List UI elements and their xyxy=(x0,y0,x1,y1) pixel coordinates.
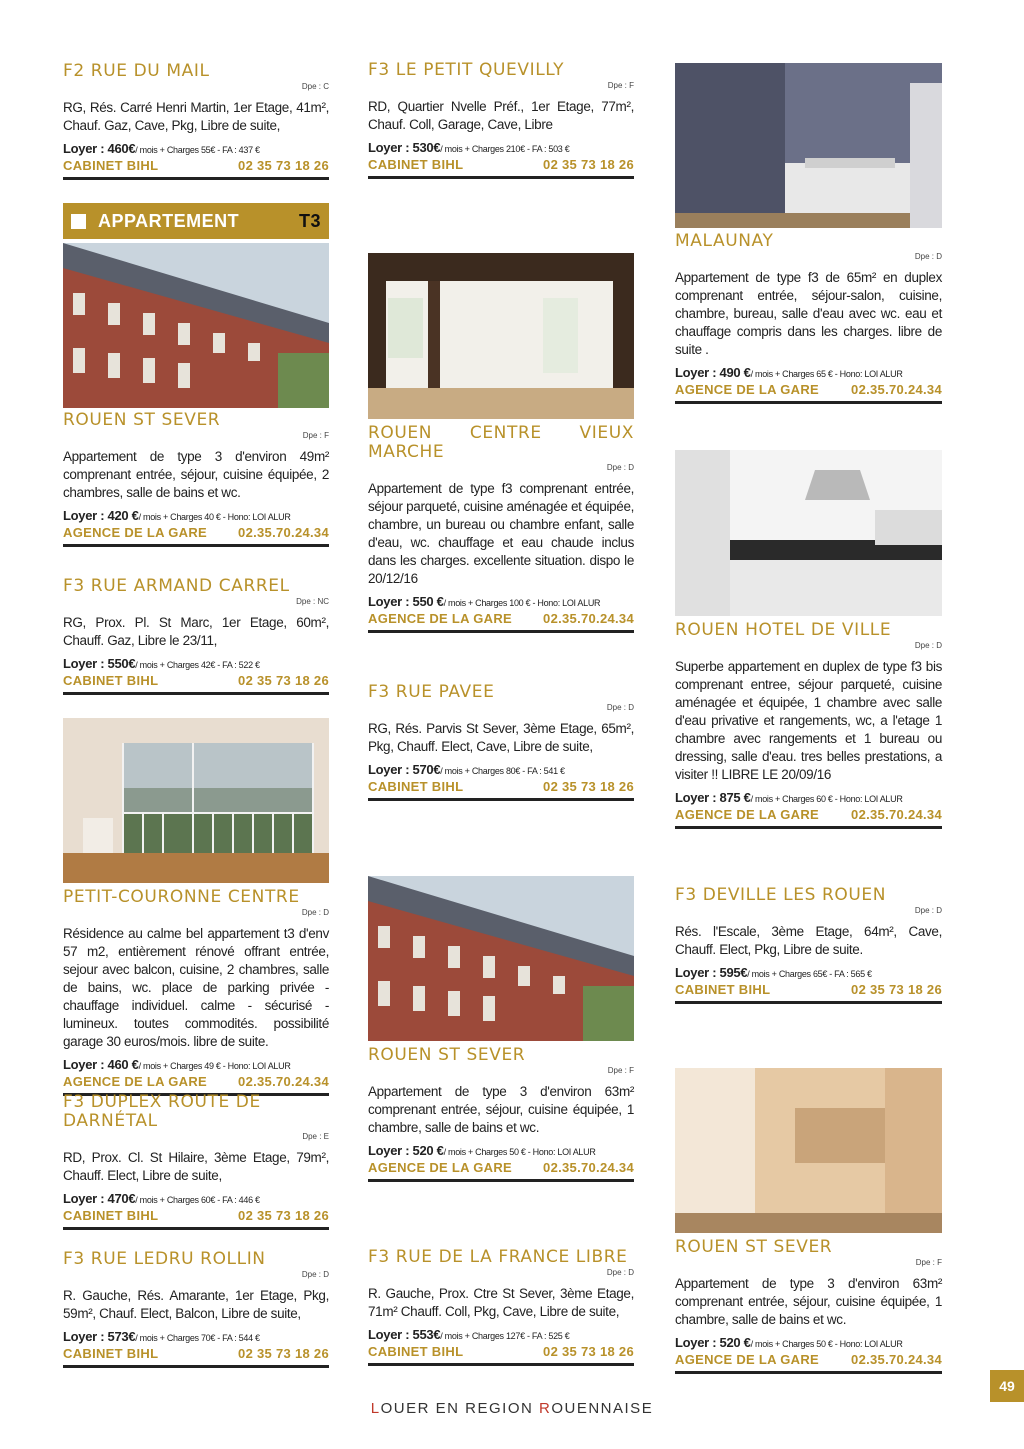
listing-rent xyxy=(63,1329,329,1344)
rent-amount: Loyer : 470€ xyxy=(63,1191,136,1206)
rent-amount: Loyer : 550€ xyxy=(63,656,136,671)
listing-card xyxy=(675,1238,942,1374)
listing-dpe: Dpe : F xyxy=(607,81,634,90)
listing-rent xyxy=(675,1335,942,1350)
listing-dpe: Dpe : D xyxy=(301,1270,329,1279)
listing-card xyxy=(63,1093,329,1230)
listing-agency xyxy=(368,611,634,633)
page-number: 49 xyxy=(990,1370,1024,1402)
agency-phone[interactable]: 02.35.70.24.34 xyxy=(238,1074,329,1089)
agency-name: CABINET BIHL xyxy=(368,1344,464,1359)
listing-dpe: Dpe : D xyxy=(301,908,329,917)
rent-detail: / mois + Charges 50 € - Hono: LOI ALUR xyxy=(443,1147,596,1157)
banner-label: APPARTEMENT xyxy=(98,210,240,231)
listing-title: F3 LE PETIT QUEVILLY xyxy=(368,60,565,80)
agency-phone[interactable]: 02 35 73 18 26 xyxy=(238,673,329,688)
agency-phone[interactable]: 02.35.70.24.34 xyxy=(851,382,942,397)
rent-amount: Loyer : 595€ xyxy=(675,965,748,980)
listing-description: RG, Rés. Carré Henri Martin, 1er Etage, 41m², Chauf. Gaz, Cave, Pkg, Libre de suite, xyxy=(63,100,329,133)
photo-rouen-st-sever-building xyxy=(63,243,329,408)
listing-rent xyxy=(675,790,942,805)
listing-rent xyxy=(368,762,634,777)
agency-name: CABINET BIHL xyxy=(368,779,464,794)
listing-card xyxy=(368,1248,634,1366)
rent-amount: Loyer : 550 € xyxy=(368,594,444,609)
rent-detail: / mois + Charges 80€ - FA : 541 € xyxy=(440,766,565,776)
listing-rent xyxy=(63,1057,329,1072)
listing-description: RD, Quartier Nvelle Préf., 1er Etage, 77m², Chauf. Coll, Garage, Cave, Libre xyxy=(368,99,634,132)
listing-dpe: Dpe : D xyxy=(606,463,634,472)
listing-title: ROUEN CENTRE VIEUX MARCHE xyxy=(368,423,634,462)
rent-amount: Loyer : 460 € xyxy=(63,1057,139,1072)
agency-phone[interactable]: 02.35.70.24.34 xyxy=(851,807,942,822)
listing-description: Superbe appartement en duplex de type f3 bis comprenant entree, séjour parqueté, cuisine aménagée et équipée, 1 chambre avec salle d'eau privative et rangements, wc, a l'etage 1 chambre avec rangements et 1 bureau ou dressing, salle d'eau. tres belles prestations, a visiter !! LIBRE LE 20/09/16 xyxy=(675,659,942,782)
agency-name: CABINET BIHL xyxy=(63,673,159,688)
agency-phone[interactable]: 02 35 73 18 26 xyxy=(238,1346,329,1361)
listing-description: Appartement de type f3 de 65m² en duplex comprenant entrée, séjour-salon, cuisine, chambre, bureau, salle d'eau avec wc. eau et chauffage compris dans les charges. libre de suite . xyxy=(675,270,942,357)
listing-dpe: Dpe : F xyxy=(607,1066,634,1075)
listing-dpe: Dpe : D xyxy=(914,906,942,915)
rent-detail: / mois + Charges 55€ - FA : 437 € xyxy=(135,145,260,155)
footer-text-1: OUER EN REGION xyxy=(380,1400,539,1417)
agency-name: AGENCE DE LA GARE xyxy=(675,382,820,397)
listing-description: RG, Prox. Pl. St Marc, 1er Etage, 60m², Chauff. Gaz, Libre le 23/11, xyxy=(63,615,329,648)
agency-name: AGENCE DE LA GARE xyxy=(63,525,208,540)
photo-petit-couronne-window xyxy=(63,718,329,883)
listing-card xyxy=(63,577,329,695)
photo-rouen-st-sever-interior xyxy=(675,1068,942,1233)
listing-rent xyxy=(63,141,329,156)
listing-title: ROUEN ST SEVER xyxy=(675,1237,833,1257)
rent-amount: Loyer : 553€ xyxy=(368,1327,441,1342)
listing-description: Résidence au calme bel appartement t3 d'env 57 m2, entièrement rénové offrant entrée, sejour avec balcon, cuisine, 2 chambres, salle de bains, wc. place de parking privée - chauffage individuel. calme - sécurisé - lumineux. toutes commodités. possibilité garage 30 euros/mois. libre de suite. xyxy=(63,926,329,1049)
listing-dpe: Dpe : E xyxy=(302,1132,329,1141)
agency-name: AGENCE DE LA GARE xyxy=(675,807,820,822)
listing-title: MALAUNAY xyxy=(675,231,774,251)
photo-rouen-hotel-de-ville-kitchen xyxy=(675,450,942,616)
listing-rent xyxy=(368,140,634,155)
rent-amount: Loyer : 490 € xyxy=(675,365,751,380)
listing-title: ROUEN ST SEVER xyxy=(368,1045,526,1065)
listing-description: Appartement de type f3 comprenant entrée, séjour parqueté, cuisine aménagée et équipée, chambre, un bureau ou chambre enfant, salle d'eau, wc. chauffage et eau chaude inclus dans les charges. excellente situation. dispo le 20/12/16 xyxy=(368,481,634,586)
listing-dpe: Dpe : F xyxy=(915,1258,942,1267)
rent-amount: Loyer : 520 € xyxy=(675,1335,751,1350)
rent-amount: Loyer : 875 € xyxy=(675,790,751,805)
listing-description: Rés. l'Escale, 3ème Etage, 64m², Cave, Chauff. Elect, Pkg, Libre de suite. xyxy=(675,924,942,957)
rent-detail: / mois + Charges 65 € - Hono: LOI ALUR xyxy=(750,369,903,379)
rent-detail: / mois + Charges 65€ - FA : 565 € xyxy=(747,969,872,979)
banner-type: T3 xyxy=(298,210,321,231)
listing-rent xyxy=(368,594,634,609)
rent-amount: Loyer : 420 € xyxy=(63,508,139,523)
agency-name: CABINET BIHL xyxy=(63,1208,159,1223)
rent-detail: / mois + Charges 50 € - Hono: LOI ALUR xyxy=(750,1339,903,1349)
listing-card xyxy=(63,411,329,547)
agency-phone[interactable]: 02 35 73 18 26 xyxy=(543,157,634,172)
listing-agency xyxy=(368,1344,634,1366)
agency-name: AGENCE DE LA GARE xyxy=(368,611,513,626)
agency-phone[interactable]: 02.35.70.24.34 xyxy=(543,1160,634,1175)
listing-card xyxy=(63,888,329,1096)
rent-detail: / mois + Charges 40 € - Hono: LOI ALUR xyxy=(138,512,291,522)
footer-text-2: OUENNAISE xyxy=(551,1400,654,1417)
listing-title: F3 RUE LEDRU ROLLIN xyxy=(63,1249,266,1269)
listing-title: F3 DEVILLE LES ROUEN xyxy=(675,885,887,905)
listing-description: Appartement de type 3 d'environ 63m² comprenant entrée, séjour, cuisine équipée, 1 chambre, salle de bains et wc. xyxy=(368,1084,634,1135)
listing-card xyxy=(63,62,329,180)
agency-name: AGENCE DE LA GARE xyxy=(368,1160,513,1175)
listing-title: F3 RUE DE LA FRANCE LIBRE xyxy=(368,1247,628,1267)
listing-agency xyxy=(63,525,329,547)
agency-phone[interactable]: 02 35 73 18 26 xyxy=(543,779,634,794)
footer-initial-l: L xyxy=(370,1400,381,1417)
agency-name: AGENCE DE LA GARE xyxy=(675,1352,820,1367)
listing-dpe: Dpe : D xyxy=(914,252,942,261)
listing-rent xyxy=(63,1191,329,1206)
listing-rent xyxy=(368,1327,634,1342)
agency-phone[interactable]: 02.35.70.24.34 xyxy=(543,611,634,626)
agency-phone[interactable]: 02 35 73 18 26 xyxy=(543,1344,634,1359)
listing-card xyxy=(368,61,634,179)
listing-dpe: Dpe : F xyxy=(302,431,329,440)
listing-agency xyxy=(63,673,329,695)
listing-title: ROUEN ST SEVER xyxy=(63,410,221,430)
listing-card xyxy=(675,886,942,1004)
listing-agency xyxy=(63,1346,329,1368)
listing-title: F3 RUE ARMAND CARREL xyxy=(63,576,290,596)
agency-phone[interactable]: 02 35 73 18 26 xyxy=(238,158,329,173)
listing-rent xyxy=(63,656,329,671)
listing-card xyxy=(368,1046,634,1182)
listing-description: R. Gauche, Rés. Amarante, 1er Etage, Pkg, 59m², Chauf. Elect, Balcon, Libre de suite, xyxy=(63,1288,329,1321)
rent-detail: / mois + Charges 42€ - FA : 522 € xyxy=(135,660,260,670)
photo-rouen-centre-living xyxy=(368,253,634,419)
rent-detail: / mois + Charges 60€ - FA : 446 € xyxy=(135,1195,260,1205)
listing-agency xyxy=(63,158,329,180)
rent-detail: / mois + Charges 60 € - Hono: LOI ALUR xyxy=(750,794,903,804)
rent-detail: / mois + Charges 100 € - Hono: LOI ALUR xyxy=(443,598,601,608)
listing-description: Appartement de type 3 d'environ 63m² comprenant entrée, séjour, cuisine équipée, 1 chambre, salle de bains et wc. xyxy=(675,1276,942,1327)
listing-card xyxy=(675,621,942,829)
listing-agency xyxy=(368,1160,634,1182)
rent-amount: Loyer : 573€ xyxy=(63,1329,136,1344)
square-icon xyxy=(71,214,86,229)
listing-agency xyxy=(675,382,942,404)
listing-rent xyxy=(368,1143,634,1158)
listing-title: F3 RUE PAVEE xyxy=(368,682,495,702)
listing-agency xyxy=(368,779,634,801)
property-type-banner xyxy=(63,203,329,239)
agency-name: AGENCE DE LA GARE xyxy=(63,1074,208,1089)
listing-description: R. Gauche, Prox. Ctre St Sever, 3ème Etage, 71m² Chauff. Coll, Pkg, Cave, Libre de suite, xyxy=(368,1286,634,1319)
listing-card xyxy=(368,424,634,633)
listing-dpe: Dpe : D xyxy=(606,1268,634,1277)
listing-title: F3 DUPLEX ROUTE DE DARNÉTAL xyxy=(63,1092,261,1131)
listing-agency xyxy=(368,157,634,179)
agency-name: CABINET BIHL xyxy=(675,982,771,997)
listing-description: RD, Prox. Cl. St Hilaire, 3ème Etage, 79m², Chauff. Elect, Libre de suite, xyxy=(63,1150,329,1183)
listing-rent xyxy=(63,508,329,523)
rent-detail: / mois + Charges 210€ - FA : 503 € xyxy=(440,144,570,154)
listing-dpe: Dpe : C xyxy=(301,82,329,91)
agency-name: CABINET BIHL xyxy=(63,1346,159,1361)
agency-name: CABINET BIHL xyxy=(63,158,159,173)
listing-dpe: Dpe : NC xyxy=(296,597,329,606)
listing-title: F2 RUE DU MAIL xyxy=(63,61,210,81)
rent-amount: Loyer : 520 € xyxy=(368,1143,444,1158)
agency-name: CABINET BIHL xyxy=(368,157,464,172)
footer-initial-r: R xyxy=(539,1400,552,1417)
listing-description: Appartement de type 3 d'environ 49m² comprenant entrée, séjour, cuisine équipée, 2 chambres, salle de bains et wc. xyxy=(63,449,329,500)
listing-agency xyxy=(675,807,942,829)
rent-detail: / mois + Charges 70€ - FA : 544 € xyxy=(135,1333,260,1343)
agency-phone[interactable]: 02.35.70.24.34 xyxy=(851,1352,942,1367)
page-footer xyxy=(0,1400,1024,1417)
rent-detail: / mois + Charges 127€ - FA : 525 € xyxy=(440,1331,570,1341)
listing-dpe: Dpe : D xyxy=(606,703,634,712)
listing-title: ROUEN HOTEL DE VILLE xyxy=(675,620,892,640)
photo-malaunay-kitchen xyxy=(675,63,942,228)
photo-rouen-st-sever-building-2 xyxy=(368,876,634,1041)
listing-card xyxy=(63,1250,329,1368)
agency-phone[interactable]: 02.35.70.24.34 xyxy=(238,525,329,540)
agency-phone[interactable]: 02 35 73 18 26 xyxy=(238,1208,329,1223)
listing-agency xyxy=(675,982,942,1004)
agency-phone[interactable]: 02 35 73 18 26 xyxy=(851,982,942,997)
listing-rent xyxy=(675,965,942,980)
rent-amount: Loyer : 460€ xyxy=(63,141,136,156)
listing-agency xyxy=(63,1208,329,1230)
listing-description: RG, Rés. Parvis St Sever, 3ème Etage, 65m², Pkg, Chauff. Elect, Cave, Libre de suite, xyxy=(368,721,634,754)
rent-amount: Loyer : 530€ xyxy=(368,140,441,155)
rent-amount: Loyer : 570€ xyxy=(368,762,441,777)
listing-rent xyxy=(675,365,942,380)
listing-dpe: Dpe : D xyxy=(914,641,942,650)
listing-card xyxy=(368,683,634,801)
listing-card xyxy=(675,232,942,404)
rent-detail: / mois + Charges 49 € - Hono: LOI ALUR xyxy=(138,1061,291,1071)
listing-agency xyxy=(675,1352,942,1374)
listing-title: PETIT-COURONNE CENTRE xyxy=(63,887,300,907)
